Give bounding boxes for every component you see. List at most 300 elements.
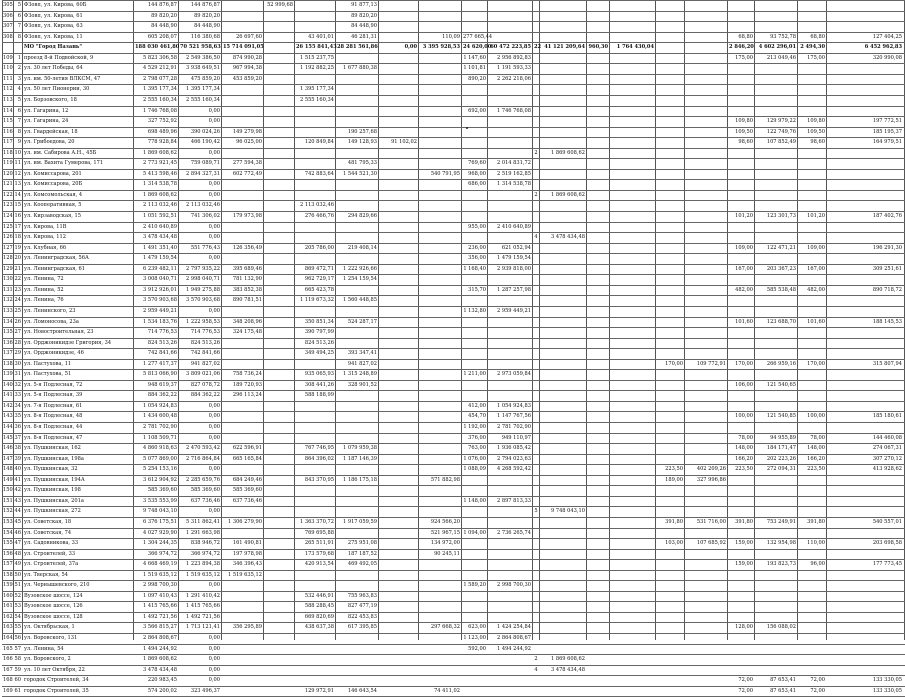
table-cell [657, 622, 683, 633]
table-cell [729, 11, 753, 22]
table-row [0, 32, 905, 43]
table-cell: 742 841,66 [147, 350, 177, 357]
table-cell: 767 746,95 [304, 445, 334, 452]
table-cell [420, 158, 460, 169]
table-cell [828, 190, 902, 201]
table-row [0, 686, 905, 697]
table-cell [686, 0, 726, 11]
table-cell: 118 [3, 149, 13, 156]
table-cell: ул. 30 лет Победы, 64 [24, 65, 83, 72]
table-cell: 121 540,65 [766, 381, 796, 388]
table-row [0, 570, 905, 581]
table-cell [657, 665, 683, 676]
table-cell: 132 [3, 297, 13, 304]
table-cell: 1 395 177,34 [142, 86, 177, 93]
table-cell [541, 63, 585, 74]
table-cell [296, 0, 334, 11]
table-cell: 665 165,84 [232, 455, 262, 462]
table-cell [611, 11, 654, 22]
table-cell [686, 200, 726, 211]
table-cell: 1 395 177,34 [299, 86, 334, 93]
table-cell: 0,00 [208, 234, 220, 241]
table-cell [380, 53, 417, 64]
table-cell [534, 285, 538, 296]
table-row [0, 622, 905, 633]
table-cell: 1 054 924,83 [496, 402, 531, 409]
table-cell [420, 63, 460, 74]
table-cell: 6 452 962,83 [864, 44, 902, 51]
table-cell [265, 53, 293, 64]
table-cell: 585 369,60 [232, 487, 262, 494]
table-row [0, 53, 905, 64]
table-cell: 327 752,92 [147, 118, 177, 125]
table-cell: 109,80 [807, 118, 825, 125]
table-cell [729, 295, 753, 306]
table-cell [223, 422, 262, 433]
table-cell [799, 390, 825, 401]
table-cell: 605 208,07 [147, 33, 177, 40]
table-cell [657, 601, 683, 612]
table-cell: 197 772,51 [872, 118, 902, 125]
table-cell [265, 443, 293, 454]
table-cell: 769,60 [468, 160, 486, 167]
table-cell [828, 496, 902, 507]
table-cell: 56 [14, 635, 21, 641]
table-cell: 128,00 [735, 624, 753, 631]
table-cell [337, 433, 377, 444]
table-cell: 266 959,16 [766, 360, 796, 367]
table-row [0, 84, 905, 95]
table-cell [657, 454, 683, 465]
table-cell [657, 264, 683, 275]
table-cell [463, 591, 486, 602]
table-cell: 123 688,70 [766, 318, 796, 325]
table-cell: 1 492 721,56 [142, 613, 177, 620]
table-cell: 376,00 [468, 434, 486, 441]
table-cell [223, 686, 262, 697]
table-cell [828, 570, 902, 581]
table-cell [799, 591, 825, 602]
table-cell: 160 [3, 592, 13, 599]
table-cell [380, 612, 417, 623]
table-cell [588, 612, 608, 623]
table-cell [296, 359, 334, 370]
table-cell [541, 222, 585, 233]
table-cell [223, 359, 262, 370]
table-cell [541, 580, 585, 591]
table-cell: 72,00 [810, 677, 825, 684]
table-cell [223, 506, 262, 517]
table-cell [265, 475, 293, 486]
table-cell: 130 [3, 276, 13, 283]
table-cell [588, 21, 608, 32]
table-cell [265, 317, 293, 328]
table-cell: 60 472 223,85 [490, 44, 531, 51]
table-cell: 25 [14, 307, 21, 314]
table-cell [420, 84, 460, 95]
table-cell [729, 369, 753, 380]
table-cell: 159 [3, 582, 13, 589]
table-cell [420, 148, 460, 159]
table-cell: ул. Комиссарова, 201 [24, 170, 82, 177]
table-cell: ул. Пушкинская, 32 [24, 466, 78, 473]
table-cell [380, 11, 417, 22]
table-cell [756, 654, 796, 665]
table-cell [611, 633, 654, 644]
table-cell [534, 433, 538, 444]
table-cell [223, 601, 262, 612]
table-cell [265, 496, 293, 507]
table-cell [686, 264, 726, 275]
table-cell [534, 63, 538, 74]
table-cell: 1 415 765,66 [142, 603, 177, 610]
table-cell [420, 496, 460, 507]
table-cell [265, 222, 293, 233]
table-cell: 2 959 449,21 [496, 307, 531, 314]
table-cell: 155 [3, 540, 13, 547]
table-cell [799, 612, 825, 623]
table-cell: 955,00 [468, 223, 486, 230]
table-cell [489, 665, 531, 676]
table-cell [756, 0, 796, 11]
table-cell: 203 698,58 [872, 540, 902, 547]
table-cell [541, 106, 585, 117]
table-cell: 127 [3, 244, 13, 251]
table-cell [534, 549, 538, 560]
table-cell [686, 422, 726, 433]
table-cell: 122 749,76 [766, 128, 796, 135]
table-cell [337, 116, 377, 127]
table-cell: 588 288,45 [304, 603, 334, 610]
table-cell [828, 369, 902, 380]
table-cell: МО "Город Назань" [24, 44, 83, 51]
table-cell [541, 338, 585, 349]
table-cell [223, 253, 262, 264]
table-cell [799, 327, 825, 338]
table-cell: 1 079 959,38 [342, 445, 377, 452]
table-cell [799, 0, 825, 11]
table-cell [380, 32, 417, 43]
table-cell: 924 566,20 [430, 518, 460, 525]
table-cell: 203 367,23 [766, 265, 796, 272]
table-cell [611, 422, 654, 433]
table-cell [828, 665, 902, 676]
table-cell [799, 338, 825, 349]
table-cell [296, 411, 334, 422]
table-cell [14, 42, 21, 53]
table-cell: 24 620,00 [463, 44, 492, 51]
table-cell [799, 253, 825, 264]
table-cell [541, 274, 585, 285]
table-cell [686, 116, 726, 127]
table-cell [588, 285, 608, 296]
table-cell: 100,00 [807, 413, 825, 420]
table-cell [420, 369, 460, 380]
table-cell: 96,00 [810, 561, 825, 568]
table-cell [729, 633, 753, 644]
table-cell [657, 32, 683, 43]
table-cell: 167,00 [807, 265, 825, 272]
table-cell: 1 434 600,48 [142, 413, 177, 420]
table-cell: 741 306,02 [190, 213, 220, 219]
table-cell [489, 127, 531, 138]
table-cell: 309 251,61 [872, 265, 902, 272]
table-cell: 144 876,87 [190, 2, 220, 8]
table-cell: 0,00 [208, 466, 220, 473]
table-cell [611, 0, 654, 11]
table-cell: 1 186 175,18 [342, 476, 377, 483]
table-cell [489, 232, 531, 243]
table-cell [756, 348, 796, 359]
table-cell [541, 675, 585, 686]
table-cell [265, 570, 293, 581]
table-cell: 1 746 768,08 [142, 107, 177, 114]
table-cell: 742 841,66 [190, 350, 220, 357]
table-cell [534, 686, 538, 697]
table-cell: 1 869 608,62 [550, 191, 585, 198]
table-cell [265, 633, 293, 644]
table-cell: 585 369,60 [190, 487, 220, 494]
table-cell: 39 [14, 455, 21, 462]
table-cell [265, 390, 293, 401]
table-cell [489, 95, 531, 106]
table-cell: 109,00 [735, 244, 753, 251]
table-cell [611, 106, 654, 117]
table-cell: 46 [14, 529, 21, 536]
table-cell [799, 232, 825, 243]
table-cell: 170,00 [807, 360, 825, 367]
table-cell [657, 95, 683, 106]
table-cell [686, 570, 726, 581]
table-cell [489, 612, 531, 623]
table-cell: ул. 7-я Подлесная, 61 [24, 402, 83, 409]
table-cell [611, 137, 654, 148]
table-cell [588, 454, 608, 465]
table-cell [686, 295, 726, 306]
table-cell [380, 0, 417, 11]
table-cell: 621 052,94 [501, 244, 531, 251]
table-cell: 50 [14, 571, 21, 578]
table-row [0, 390, 905, 401]
table-cell [729, 665, 753, 676]
table-cell: 1 147,60 [463, 54, 486, 61]
table-cell [657, 338, 683, 349]
table-cell [463, 21, 486, 32]
table-cell: 391,80 [665, 518, 683, 525]
table-cell [729, 327, 753, 338]
table-cell [588, 675, 608, 686]
table-cell: 967 994,38 [232, 65, 262, 72]
table-cell [686, 686, 726, 697]
table-cell: 524 287,17 [347, 318, 377, 325]
table-cell [756, 169, 796, 180]
table-cell [541, 570, 585, 581]
table-cell: 2 [534, 656, 538, 663]
table-cell [828, 622, 902, 633]
table-cell [265, 411, 293, 422]
table-cell: 822 453,83 [347, 613, 377, 620]
table-cell: 59 [14, 666, 21, 673]
table-cell [756, 338, 796, 349]
table-cell: ФЗовп, ул. Кирова, 63 [24, 23, 83, 30]
table-cell: 453 859,20 [232, 75, 262, 82]
table-cell [337, 53, 377, 64]
table-cell: 5 823 306,58 [142, 54, 177, 61]
table-cell: 686,00 [468, 181, 486, 188]
table-cell: 27 [14, 329, 21, 336]
table-cell: 622 596,91 [232, 445, 262, 452]
table-cell: 175,00 [735, 54, 753, 61]
table-cell [463, 148, 486, 159]
table-cell: 9 748 043,10 [142, 508, 177, 515]
table-cell: 28 [14, 339, 21, 346]
table-cell [611, 338, 654, 349]
table-cell: 714 776,53 [190, 329, 220, 336]
table-cell: 349 494,25 [304, 350, 334, 357]
table-cell: 107 685,92 [696, 540, 726, 547]
table-cell [686, 338, 726, 349]
table-cell [588, 32, 608, 43]
table-cell: 152 [3, 508, 13, 515]
table-cell [611, 232, 654, 243]
table-cell [420, 454, 460, 465]
table-cell: ул. Советская, 74 [24, 529, 72, 536]
table-cell [588, 580, 608, 591]
table-cell [296, 190, 334, 201]
table-cell [534, 295, 538, 306]
table-cell [799, 169, 825, 180]
table-cell [463, 570, 486, 581]
table-cell [296, 222, 334, 233]
table-cell [534, 359, 538, 370]
table-cell: 213 049,46 [766, 54, 796, 61]
table-cell [588, 211, 608, 222]
table-cell [657, 285, 683, 296]
table-cell [337, 633, 377, 644]
table-cell [588, 517, 608, 528]
table-cell: ул. Орджоникидзе, 46 [24, 350, 84, 357]
table-cell [265, 338, 293, 349]
table-cell: 475 859,20 [190, 75, 220, 82]
table-cell [729, 158, 753, 169]
table-cell [588, 232, 608, 243]
table-cell [729, 475, 753, 486]
table-cell: 1 304 244,35 [142, 540, 177, 547]
table-cell [223, 348, 262, 359]
table-cell: 890,20 [468, 75, 486, 82]
table-cell [380, 84, 417, 95]
table-cell [657, 654, 683, 665]
table-cell [296, 633, 334, 644]
table-cell [463, 601, 486, 612]
table-cell: 277 594,38 [232, 160, 262, 167]
table-cell [337, 232, 377, 243]
table-cell: 157 [3, 561, 13, 568]
table-cell: 143 [3, 413, 13, 420]
table-cell [223, 644, 262, 655]
table-cell: 37 [14, 434, 21, 441]
table-cell: 1 713 121,41 [185, 624, 220, 631]
table-cell [420, 644, 460, 655]
table-cell [337, 506, 377, 517]
table-cell [420, 359, 460, 370]
table-cell [756, 295, 796, 306]
table-cell [296, 179, 334, 190]
table-cell: ул. Пушкинская, 162 [24, 445, 81, 452]
table-cell [337, 338, 377, 349]
table-row [0, 654, 905, 665]
table-cell: 107 852,49 [766, 139, 796, 146]
table-cell: 144 [3, 424, 13, 430]
table-cell: 551 776,43 [190, 244, 220, 251]
table-cell [588, 95, 608, 106]
table-cell: 31 [14, 371, 21, 378]
table-cell [265, 622, 293, 633]
table-row [0, 411, 905, 422]
table-cell [611, 32, 654, 43]
table-cell [657, 222, 683, 233]
table-cell [541, 11, 585, 22]
table-cell [489, 21, 531, 32]
table-cell: 189,00 [665, 476, 683, 483]
table-cell: 6 [17, 107, 21, 114]
table-cell [686, 32, 726, 43]
table-cell [420, 211, 460, 222]
table-cell: 134 [3, 318, 13, 325]
table-cell: 144 876,87 [147, 2, 177, 8]
table-cell [756, 21, 796, 32]
table-cell: 2 956 892,83 [496, 54, 531, 61]
table-cell [534, 306, 538, 317]
table-cell: 101,20 [807, 213, 825, 219]
table-cell [588, 158, 608, 169]
table-cell: 869 472,71 [304, 265, 334, 272]
table-cell [756, 232, 796, 243]
table-cell: 3 478 434,48 [550, 234, 585, 241]
table-cell [337, 422, 377, 433]
table-row [0, 190, 905, 201]
table-cell: ул. им. Вахита Гумерова, 171 [24, 160, 104, 167]
table-cell: 133 [3, 307, 13, 314]
table-cell [541, 295, 585, 306]
table-cell [534, 496, 538, 507]
table-cell [265, 506, 293, 517]
table-cell: 14 [14, 191, 21, 198]
table-cell [265, 327, 293, 338]
table-cell [463, 327, 486, 338]
table-cell: 84 448,90 [194, 23, 220, 30]
table-cell [420, 285, 460, 296]
table-cell [686, 443, 726, 454]
table-cell: 391,80 [735, 518, 753, 525]
table-row [0, 264, 905, 275]
table-cell [686, 622, 726, 633]
table-cell [588, 390, 608, 401]
table-cell: ул. 5-я Подлесная, 72 [24, 381, 83, 388]
table-row [0, 169, 905, 180]
table-cell: 356,00 [468, 255, 486, 262]
table-row [0, 116, 905, 127]
table-cell: 70 521 958,63 [180, 44, 221, 51]
table-cell [729, 21, 753, 32]
table-row [0, 433, 905, 444]
table-cell: 2 494,30 [800, 44, 825, 51]
table-cell [588, 179, 608, 190]
table-cell [588, 317, 608, 328]
table-cell [534, 317, 538, 328]
table-cell [223, 222, 262, 233]
table-cell [588, 686, 608, 697]
